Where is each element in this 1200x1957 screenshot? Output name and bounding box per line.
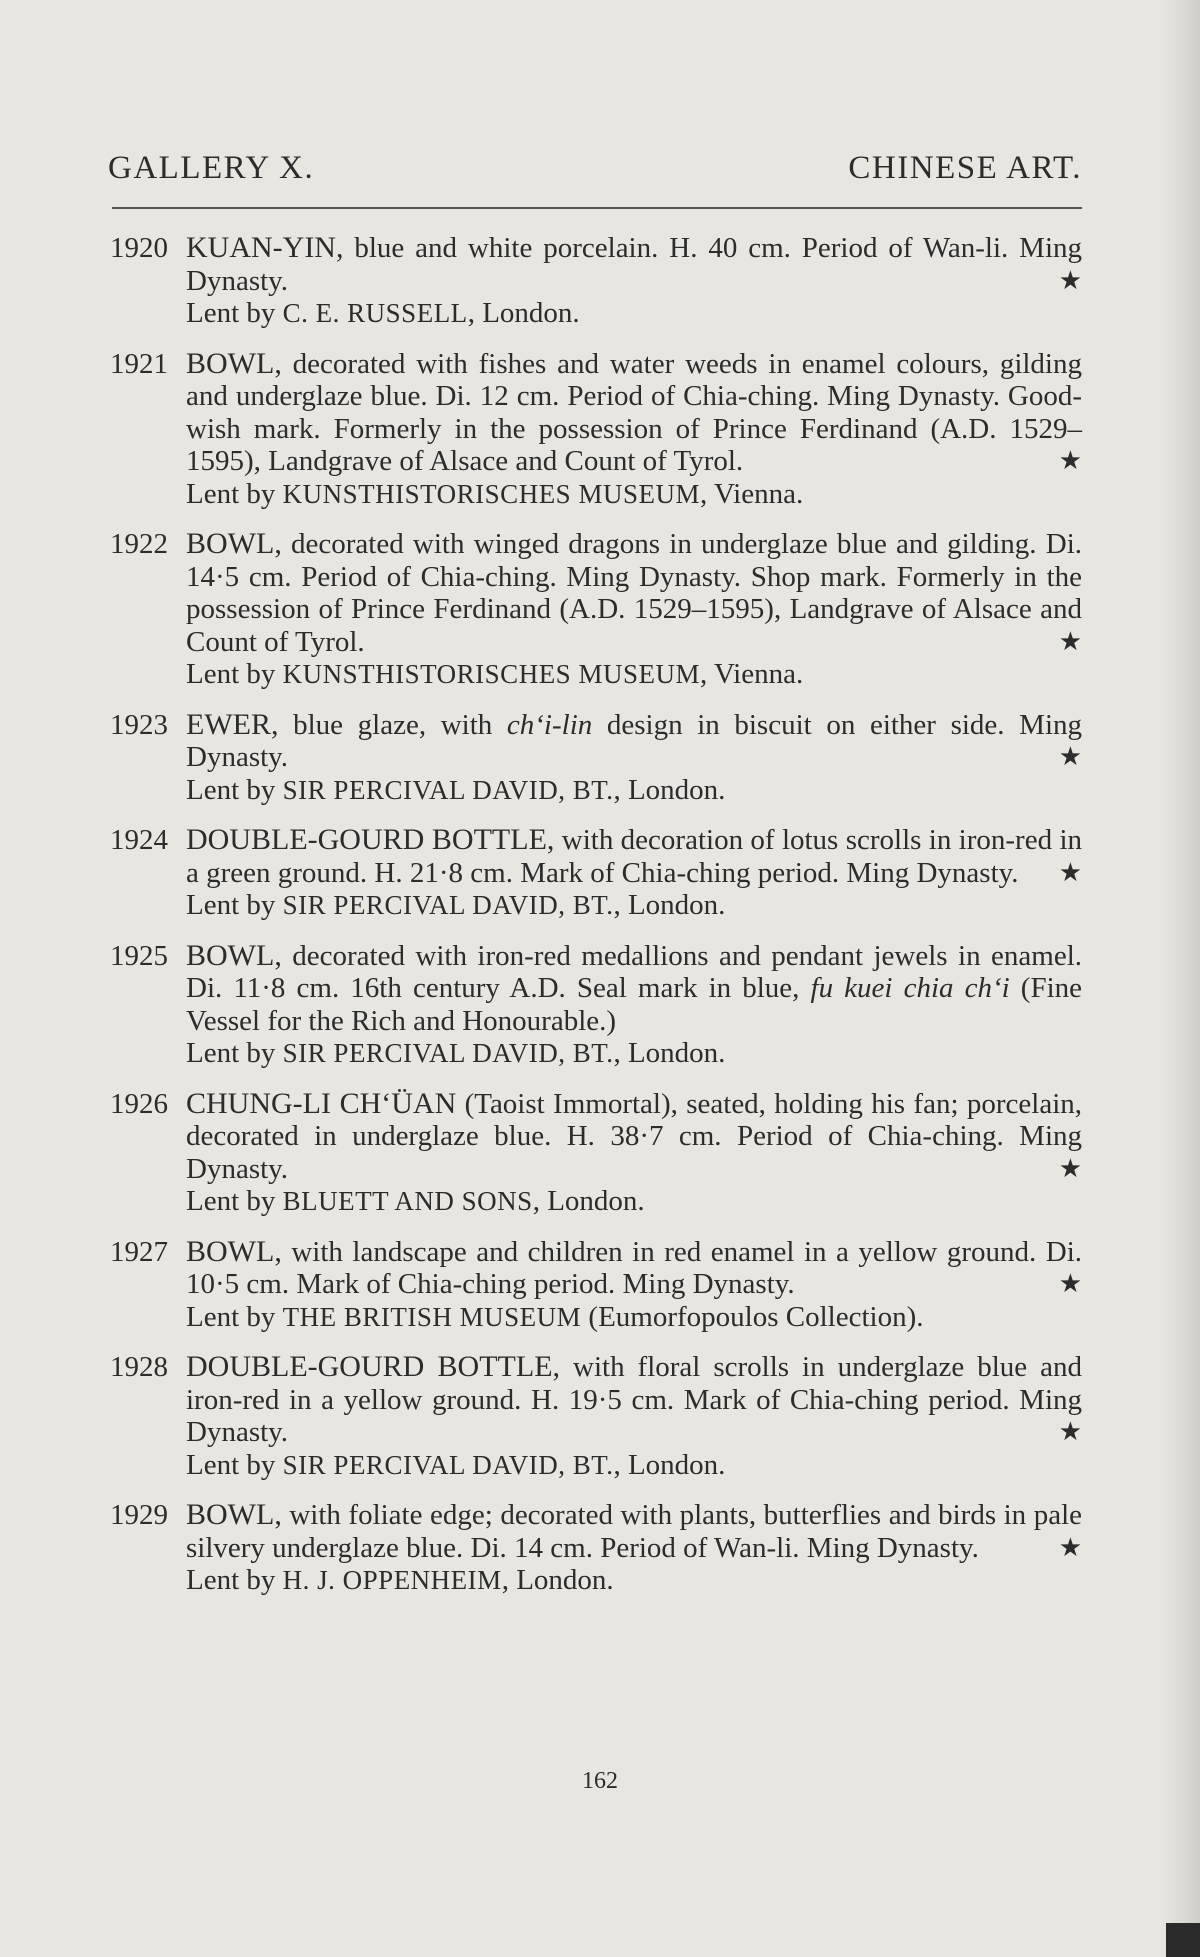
lent-prefix: Lent by <box>186 297 283 329</box>
entry-title: EWER, <box>186 707 279 741</box>
entry-number: 1929 <box>110 1499 168 1531</box>
entry-text: decorated with iron-red medallions and pendant jewels in enamel. Di. 11·8 cm. 16th century A.D. Seal mark in blue, <box>186 939 1083 1004</box>
lent-suffix: (Eumorfopoulos Collection). <box>581 1300 924 1333</box>
entry-text: (Fine Vessel for the Rich and Honourable.) <box>186 972 1083 1037</box>
entry-description <box>186 824 1082 889</box>
entry-text: blue glaze, with <box>293 708 507 741</box>
lender-line <box>186 1449 1082 1482</box>
star-icon: ★ <box>1058 1532 1082 1563</box>
star-icon: ★ <box>1058 1269 1082 1299</box>
star-icon: ★ <box>1058 742 1082 772</box>
entry-description <box>186 1088 1082 1186</box>
entry-text: with decoration of lotus scrolls in iron-red in a green ground. H. 21·8 cm. Mark of Chia-ching period. Ming Dynasty. <box>186 824 1082 889</box>
entry-number: 1922 <box>110 528 168 560</box>
entry-text-italic: fu kuei chia ch‘i <box>810 972 1010 1004</box>
entry-text: (Taoist Immortal), seated, holding his fan; porcelain, decorated in underglaze blue. H. 38·7 cm. Period of Chia-ching. Ming Dynasty. <box>186 1087 1083 1185</box>
lent-suffix: , London. <box>613 773 726 806</box>
lender-line <box>186 658 1082 691</box>
lender-line <box>186 478 1082 511</box>
lent-prefix: Lent by <box>186 477 283 510</box>
entry-text: decorated with fishes and water weeds in enamel colours, gilding and underglaze blue. Di. 12 cm. Period of Chia-ching. Ming Dynasty. Good-wish mark. Formerly in the possession of Prince Ferdinand (A.D. 1529–1595), Landgrave of Alsace and Count of Tyrol. <box>186 347 1082 477</box>
lent-suffix: , London. <box>613 1448 726 1481</box>
catalogue-entry <box>110 1088 1082 1218</box>
entry-description <box>186 232 1082 297</box>
lender-name: SIR PERCIVAL DAVID, BT. <box>282 890 614 920</box>
lent-suffix: , London. <box>613 1037 726 1069</box>
lent-prefix: Lent by <box>186 773 283 806</box>
entry-title: BOWL, <box>186 527 282 560</box>
lender-line <box>186 297 1082 330</box>
catalogue-entry <box>110 528 1082 691</box>
gallery-heading: GALLERY X. <box>108 150 315 186</box>
entry-title: BOWL, <box>186 346 282 380</box>
lent-suffix: , London. <box>613 889 726 921</box>
catalogue-entry <box>110 1236 1082 1334</box>
lent-suffix: , London. <box>467 297 580 329</box>
lender-line <box>186 1301 1082 1334</box>
header-rule <box>112 207 1082 209</box>
star-icon: ★ <box>1058 265 1082 296</box>
entry-description <box>186 1499 1082 1564</box>
entry-description <box>186 940 1082 1038</box>
entry-title: BOWL, <box>186 938 282 972</box>
lender-line <box>186 1185 1082 1218</box>
star-icon: ★ <box>1058 857 1082 888</box>
entry-text: with landscape and children in red enamel in a yellow ground. Di. 10·5 cm. Mark of Chia-ching period. Ming Dynasty. <box>186 1235 1083 1300</box>
entry-text: with floral scrolls in underglaze blue and iron-red in a yellow ground. H. 19·5 cm. Mark of Chia-ching period. Ming Dynasty. <box>186 1351 1083 1448</box>
entry-title: KUAN-YIN, <box>186 231 344 264</box>
lent-prefix: Lent by <box>186 1185 283 1217</box>
lent-prefix: Lent by <box>186 1564 283 1596</box>
entry-title: BOWL, <box>186 1498 282 1531</box>
entry-description <box>186 1351 1082 1449</box>
entry-text: blue and white porcelain. H. 40 cm. Period of Wan-li. Ming Dynasty. <box>186 232 1083 297</box>
entry-number: 1925 <box>110 939 168 972</box>
running-header <box>108 150 1082 187</box>
lender-name: H. J. OPPENHEIM <box>282 1565 502 1595</box>
entry-description <box>186 709 1082 774</box>
lent-suffix: , London. <box>532 1185 645 1217</box>
lent-prefix: Lent by <box>186 889 283 921</box>
entry-description <box>186 1236 1082 1301</box>
entry-text: design in biscuit on either side. Ming Dynasty. <box>186 708 1083 773</box>
lent-prefix: Lent by <box>186 1300 283 1333</box>
catalogue-entry <box>110 940 1082 1070</box>
entry-text: decorated with winged dragons in underglaze blue and gilding. Di. 14·5 cm. Period of Chia-ching. Ming Dynasty. Shop mark. Formerly in the possession of Prince Ferdinand (A.D. 1529–1595), Landgrave of Alsace and Count of Tyrol. <box>186 528 1082 658</box>
catalogue-entry <box>110 1499 1082 1597</box>
entry-number: 1928 <box>110 1351 168 1383</box>
entry-number: 1921 <box>110 347 168 380</box>
entry-number: 1924 <box>110 824 168 856</box>
lent-prefix: Lent by <box>186 1448 283 1481</box>
lender-name: BLUETT AND SONS <box>282 1186 533 1216</box>
lent-prefix: Lent by <box>186 658 283 690</box>
entry-number: 1923 <box>110 708 168 741</box>
lender-name: THE BRITISH MUSEUM <box>282 1301 582 1332</box>
star-icon: ★ <box>1058 1417 1082 1447</box>
entry-title: DOUBLE-GOURD BOTTLE, <box>186 823 555 856</box>
catalogue-entry <box>110 1351 1082 1481</box>
page-number: 162 <box>582 1768 618 1794</box>
page-corner <box>1166 1923 1200 1957</box>
lender-name: KUNSTHISTORISCHES MUSEUM <box>282 478 700 509</box>
catalogue-entry <box>110 709 1082 807</box>
entry-title: DOUBLE-GOURD BOTTLE, <box>186 1350 561 1383</box>
section-heading: CHINESE ART. <box>848 150 1082 186</box>
entry-number: 1926 <box>110 1087 168 1120</box>
lender-name: SIR PERCIVAL DAVID, BT. <box>282 1449 614 1480</box>
lent-suffix: , Vienna. <box>699 477 804 510</box>
page-spine-shadow <box>1160 0 1200 1957</box>
catalogue-entry <box>110 348 1082 511</box>
lender-line <box>186 774 1082 807</box>
catalogue-entry <box>110 232 1082 330</box>
lender-line <box>186 889 1082 922</box>
lender-line <box>186 1564 1082 1597</box>
entry-text-italic: ch‘i-lin <box>506 708 593 741</box>
entry-title: CHUNG-LI CH‘ÜAN <box>186 1086 457 1120</box>
star-icon: ★ <box>1058 1153 1082 1184</box>
lender-name: SIR PERCIVAL DAVID, BT. <box>282 1038 614 1068</box>
lent-prefix: Lent by <box>186 1037 283 1069</box>
star-icon: ★ <box>1058 446 1082 476</box>
entry-number: 1927 <box>110 1235 168 1268</box>
entry-description <box>186 348 1082 478</box>
catalogue-entries <box>110 232 1082 1615</box>
entry-text: with foliate edge; decorated with plants, butterflies and birds in pale silvery underglaze blue. Di. 14 cm. Period of Wan-li. Ming Dynasty. <box>186 1499 1082 1564</box>
lender-name: C. E. RUSSELL <box>282 298 468 328</box>
entry-description <box>186 528 1082 658</box>
entry-title: BOWL, <box>186 1234 282 1268</box>
lender-line <box>186 1037 1082 1070</box>
star-icon: ★ <box>1058 626 1082 657</box>
lent-suffix: , London. <box>501 1564 614 1596</box>
lender-name: SIR PERCIVAL DAVID, BT. <box>282 774 614 805</box>
entry-number: 1920 <box>110 232 168 264</box>
lender-name: KUNSTHISTORISCHES MUSEUM <box>282 659 700 689</box>
lent-suffix: , Vienna. <box>699 658 804 690</box>
catalogue-entry <box>110 824 1082 922</box>
